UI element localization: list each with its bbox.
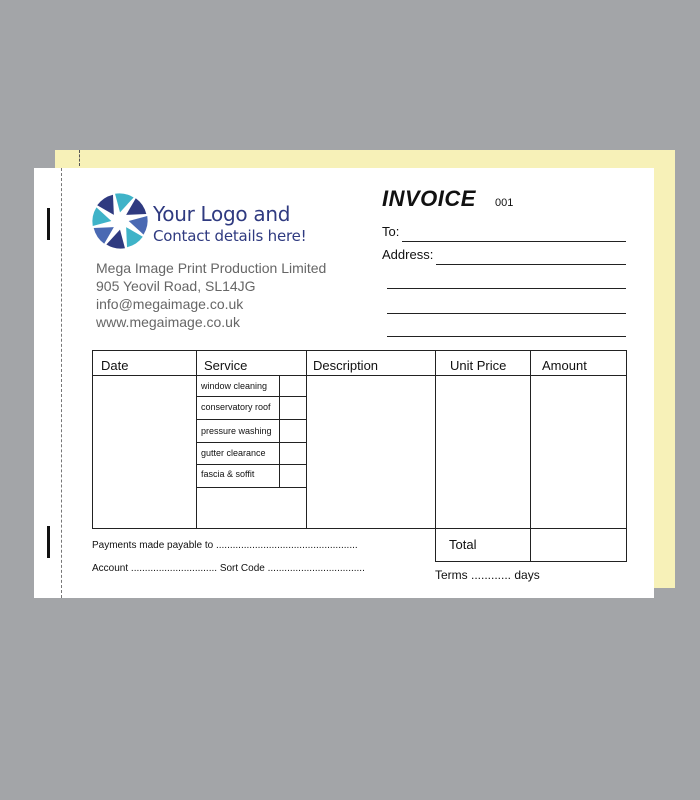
service-row-divider [196, 464, 306, 465]
service-fascia-soffit: fascia & soffit [201, 469, 255, 479]
invoice-title: INVOICE [382, 186, 476, 211]
column-divider [196, 351, 197, 528]
service-row-divider [196, 396, 306, 397]
header-date: Date [101, 358, 129, 373]
terms-line: Terms ............ days [435, 568, 540, 582]
company-details [96, 259, 326, 331]
total-box [435, 528, 627, 562]
service-gutter-clearance: gutter clearance [201, 448, 266, 458]
perforation-mark [79, 150, 80, 166]
company-address: 905 Yeovil Road, SL14JG [96, 278, 256, 294]
to-label: To: [382, 224, 400, 239]
service-conservatory-roof: conservatory roof [201, 402, 271, 412]
logo-text [153, 202, 306, 246]
address-field-line[interactable] [387, 288, 626, 289]
binding-mark [47, 208, 50, 240]
invoice-table [92, 350, 627, 529]
company-name: Mega Image Print Production Limited [96, 260, 327, 276]
address-field-line[interactable] [387, 313, 626, 314]
service-row-divider [196, 442, 306, 443]
address-field-line[interactable] [387, 336, 626, 337]
service-checkbox-divider [279, 375, 280, 487]
to-field-line[interactable] [402, 241, 626, 242]
service-row-divider [196, 419, 306, 420]
header-description: Description [313, 358, 379, 373]
logo-line-2: Contact details here! [153, 227, 307, 245]
pinwheel-logo-icon [89, 190, 151, 252]
column-divider [530, 351, 531, 528]
company-email: info@megaimage.co.uk [96, 296, 244, 312]
service-row-divider [196, 487, 306, 488]
company-website: www.megaimage.co.uk [96, 314, 240, 330]
header-unit-price: Unit Price [450, 358, 507, 373]
account-line: Account ............................... Sort Code ................................... [92, 563, 365, 574]
invoice-sheet [34, 168, 654, 598]
table-header-divider [93, 375, 626, 376]
address-field-line[interactable] [436, 264, 626, 265]
logo-line-1: Your Logo and [153, 202, 291, 226]
column-divider [435, 351, 436, 528]
service-pressure-washing: pressure washing [201, 426, 272, 436]
column-divider [306, 351, 307, 528]
binding-mark [47, 526, 50, 558]
service-window-cleaning: window cleaning [201, 381, 268, 391]
total-label: Total [449, 537, 477, 552]
total-divider [530, 529, 531, 561]
header-service: Service [204, 358, 248, 373]
header-amount: Amount [542, 358, 587, 373]
perforation-line [61, 168, 62, 598]
address-label: Address: [382, 247, 434, 262]
payments-line: Payments made payable to ................................................... [92, 540, 358, 551]
invoice-number: 001 [495, 197, 514, 209]
